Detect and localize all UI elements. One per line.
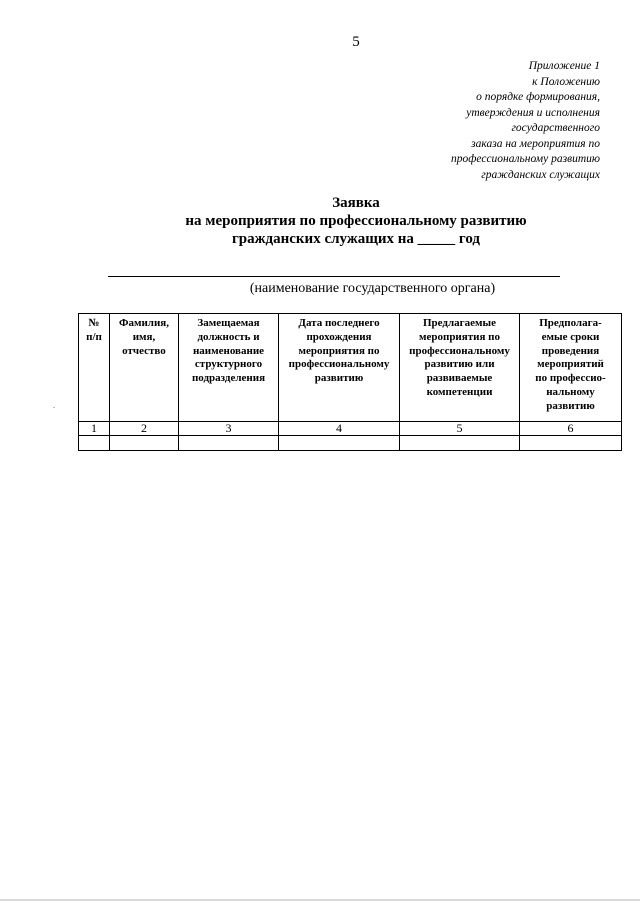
column-number-cell: 2 [110,422,179,436]
header-line: должность и [197,330,260,343]
empty-cell [179,436,279,451]
appendix-line: гражданских служащих [481,168,600,181]
table-header-row [79,314,622,422]
header-line: Замещаемая [197,317,260,329]
header-line: структурного [194,358,263,371]
column-number-cell: 4 [279,422,400,436]
header-line: отчество [122,344,166,357]
header-line: наименование [192,344,265,357]
appendix-line: заказа на мероприятия по [471,137,600,150]
header-cell-proposed-dates [520,314,622,422]
appendix-note [340,59,600,183]
header-cell-proposed-events [400,314,520,422]
header-cell-name [110,314,179,422]
header-line: компетенции [426,385,493,398]
empty-cell [520,436,622,451]
appendix-line: о порядке формирования, [476,91,600,103]
header-line: Фамилия, [119,317,169,329]
header-cell-number [79,314,110,422]
column-number-cell: 1 [79,422,110,436]
empty-cell [279,436,400,451]
title-line: на мероприятия по профессиональному развитию [185,213,527,229]
title-heading: Заявка [332,195,380,211]
empty-cell [110,436,179,451]
header-line: развитию [314,372,364,385]
scan-bottom-edge [0,899,640,901]
header-line: мероприятий [537,358,604,371]
column-number-cell: 3 [179,422,279,436]
header-line: мероприятия по [298,344,380,357]
header-line: профессиональному [288,358,390,371]
header-line: развиваемые [426,372,493,385]
page-number: 5 [352,34,360,50]
application-table [78,313,622,451]
org-name-caption: (наименование государственного органа) [249,281,496,296]
header-line: п/п [86,330,102,343]
header-line: профессиональному [409,344,510,357]
header-line: прохождения [306,330,372,343]
appendix-line: к Положению [532,75,600,88]
org-name-underline [108,276,560,277]
table-empty-row [79,436,622,451]
table-number-row [79,422,622,436]
header-line: № [88,317,100,329]
header-line: имя, [132,330,156,343]
header-line: проведения [541,344,600,357]
appendix-line: Приложение 1 [528,60,600,72]
header-line: Дата последнего [298,317,380,329]
column-number-cell: 6 [520,422,622,436]
appendix-line: профессиональному развитию [450,153,600,165]
header-line: нальному [546,385,595,398]
header-line: подразделения [191,372,266,385]
empty-cell [79,436,110,451]
title-line: гражданских служащих на _____ год [232,231,480,247]
empty-cell [400,436,520,451]
appendix-line: утверждения и исполнения [466,106,600,119]
header-cell-position [179,314,279,422]
header-line: Предлагаемые [423,317,496,329]
appendix-line: государственного [511,122,600,134]
header-line: развитию или [424,358,495,371]
header-line: развитию [546,399,595,412]
header-line: Предполага- [539,317,602,329]
header-line: емые сроки [541,330,600,343]
header-line: по профессио- [535,372,606,385]
header-line: мероприятия по [418,330,501,343]
document-title [0,194,640,248]
column-number-cell: 5 [400,422,520,436]
header-cell-last-date [279,314,400,422]
scan-speck [53,407,55,408]
